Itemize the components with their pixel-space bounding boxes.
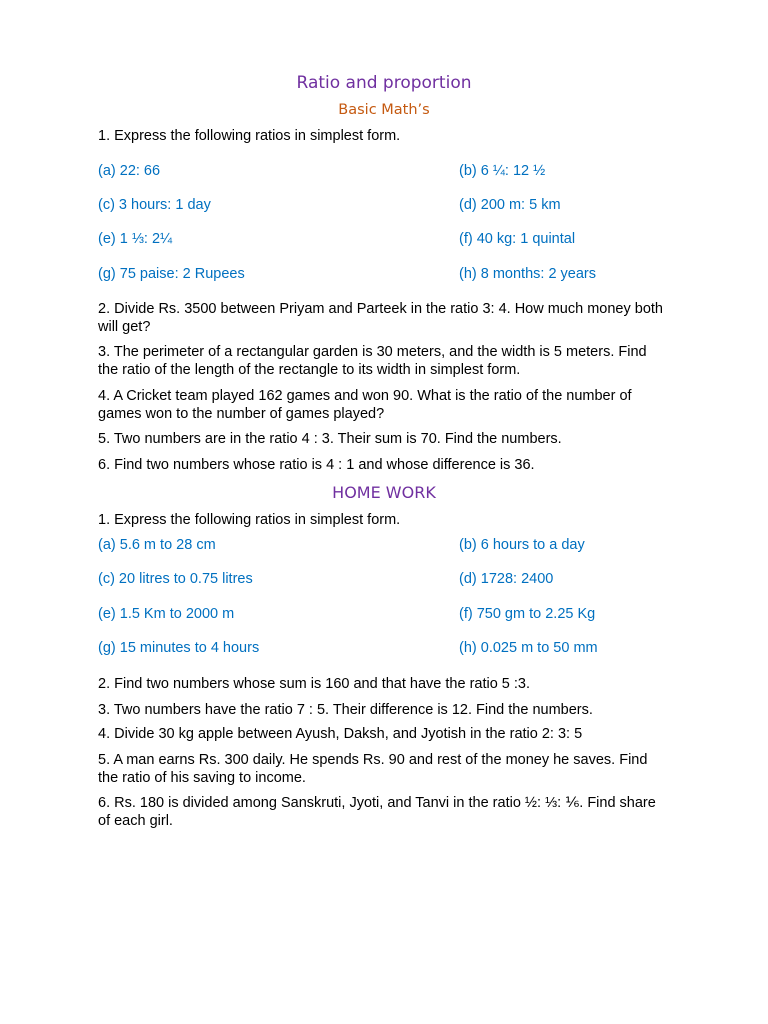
hw-option-g: (g) 15 minutes to 4 hours: [98, 640, 260, 656]
cw-question-2: 2. Divide Rs. 3500 between Priyam and Parteek in the ratio 3: 4. How much money both will get?: [98, 301, 663, 335]
cw-question-5: 5. Two numbers are in the ratio 4 : 3. Their sum is 70. Find the numbers.: [98, 431, 562, 447]
homework-heading: HOME WORK: [332, 483, 436, 502]
cw-question-3: 3. The perimeter of a rectangular garden is 30 meters, and the width is 5 meters. Find the ratio of the length of the rectangle to its width in simplest form.: [98, 344, 647, 378]
page-subtitle: Basic Math’s: [338, 102, 430, 118]
hw-question-3: 3. Two numbers have the ratio 7 : 5. Their difference is 12. Find the numbers.: [98, 702, 593, 718]
page-title: Ratio and proportion: [296, 73, 472, 93]
hw-option-f: (f) 750 gm to 2.25 Kg: [459, 606, 596, 622]
hw-option-c: (c) 20 litres to 0.75 litres: [98, 571, 253, 587]
cw-question-6: 6. Find two numbers whose ratio is 4 : 1 and whose difference is 36.: [98, 457, 535, 473]
hw-question-1: 1. Express the following ratios in simplest form.: [98, 512, 401, 528]
hw-option-a: (a) 5.6 m to 28 cm: [98, 537, 216, 553]
hw-option-e: (e) 1.5 Km to 2000 m: [98, 606, 235, 622]
cw-option-g: (g) 75 paise: 2 Rupees: [98, 266, 245, 282]
cw-option-b: (b) 6 ¼: 12 ½: [459, 163, 546, 179]
hw-question-4: 4. Divide 30 kg apple between Ayush, Daksh, and Jyotish in the ratio 2: 3: 5: [98, 726, 583, 742]
hw-option-b: (b) 6 hours to a day: [459, 537, 585, 553]
hw-question-5: 5. A man earns Rs. 300 daily. He spends Rs. 90 and rest of the money he saves. Find the ratio of his saving to income.: [98, 752, 648, 786]
cw-option-e: (e) 1 ⅓: 2¼: [98, 231, 173, 247]
hw-question-2: 2. Find two numbers whose sum is 160 and that have the ratio 5 :3.: [98, 676, 531, 692]
cw-question-1: 1. Express the following ratios in simplest form.: [98, 128, 401, 144]
cw-option-f: (f) 40 kg: 1 quintal: [459, 231, 576, 247]
hw-option-d: (d) 1728: 2400: [459, 571, 554, 587]
hw-question-6: 6. Rs. 180 is divided among Sanskruti, Jyoti, and Tanvi in the ratio ½: ⅓: ⅙. Find share of each girl.: [98, 795, 656, 829]
cw-option-h: (h) 8 months: 2 years: [459, 266, 596, 282]
cw-option-a: (a) 22: 66: [98, 163, 161, 179]
cw-option-d: (d) 200 m: 5 km: [459, 197, 561, 213]
hw-option-h: (h) 0.025 m to 50 mm: [459, 640, 598, 656]
cw-question-4: 4. A Cricket team played 162 games and won 90. What is the ratio of the number of games won to the number of games played?: [98, 388, 632, 422]
cw-option-c: (c) 3 hours: 1 day: [98, 197, 211, 213]
